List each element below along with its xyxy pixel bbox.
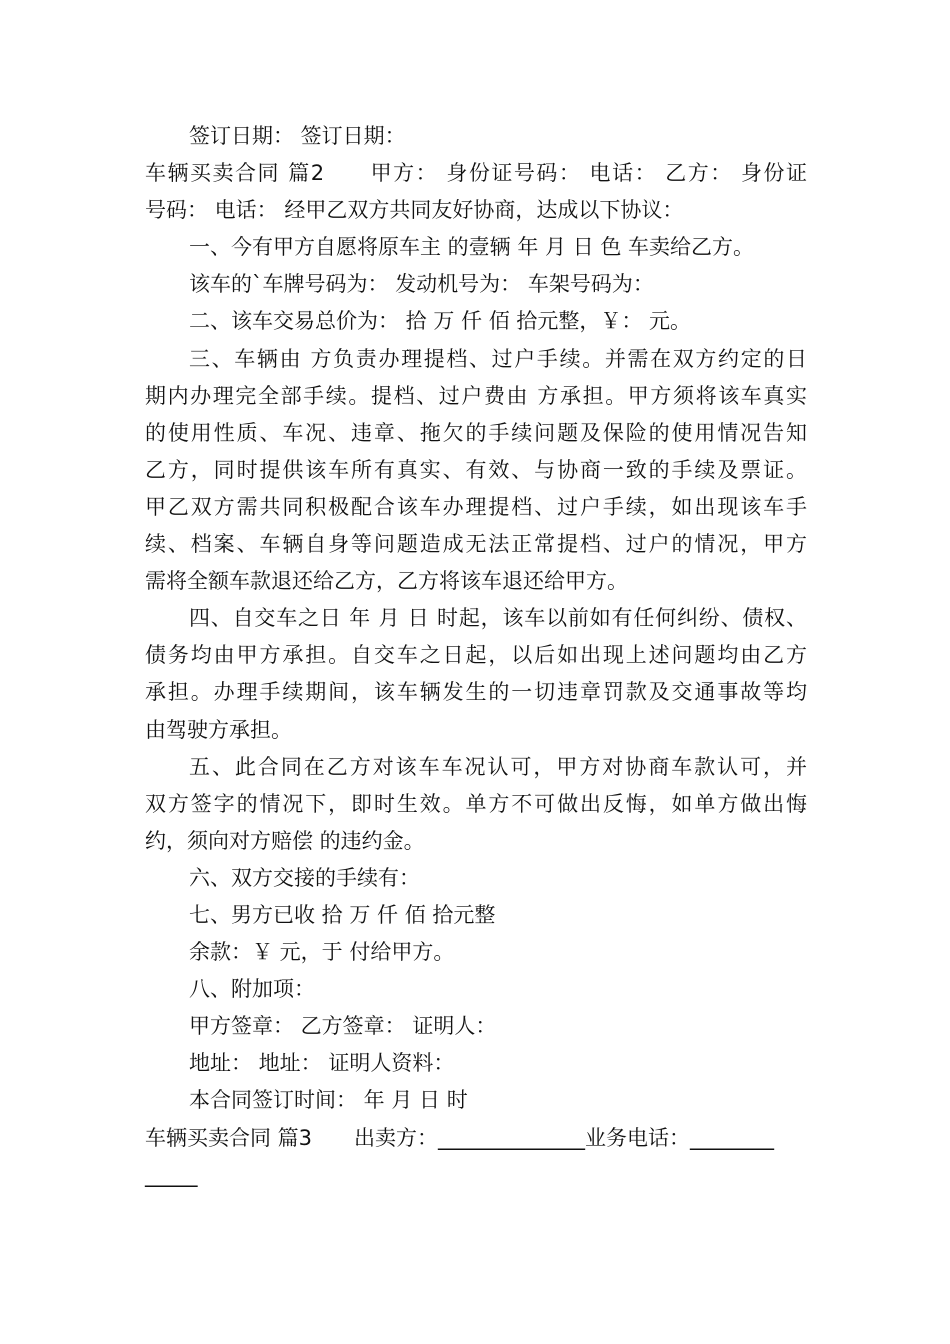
address-line: 地址： 地址： 证明人资料：	[189, 1051, 455, 1076]
signing-date-line: 签订日期： 签订日期：	[189, 124, 406, 148]
signing-time-line: 本合同签订时间： 年 月 日 时	[189, 1088, 468, 1113]
text-line: 该车的`车牌号码为： 发动机号为： 车架号码为：	[189, 272, 654, 297]
clause-5: 五、此合同在乙方对该车车况认可，甲方对协商车款认可，并	[189, 754, 807, 779]
text-line: 期内办理完全部手续。提档、过户费由 方承担。甲方须将该车真实	[145, 383, 807, 408]
clause-3: 三、车辆由 方负责办理提档、过户手续。并需在双方约定的日	[189, 346, 807, 371]
text-line: 债务均由甲方承担。自交车之日起，以后如出现上述问题均由乙方	[145, 643, 807, 668]
text-line: 双方签字的情况下，即时生效。单方不可做出反悔，如单方做出悔	[145, 791, 807, 816]
clause-6: 六、双方交接的手续有：	[189, 865, 420, 890]
text-line: 号码： 电话： 经甲乙双方共同友好协商，达成以下协议：	[145, 198, 684, 223]
text-line: 乙方，同时提供该车所有真实、有效、与协商一致的手续及票证。	[145, 457, 807, 482]
text-line: 续、档案、车辆自身等问题造成无法正常提档、过户的情况，甲方	[145, 532, 807, 557]
contract-document	[145, 118, 807, 1194]
text-line: 甲乙双方需共同积极配合该车办理提档、过户手续，如出现该车手	[145, 494, 807, 519]
contract-3-heading-line: 车辆买卖合同 篇3 出卖方：______________业务电话：________	[145, 1125, 775, 1150]
text-line: 承担。办理手续期间，该车辆发生的一切违章罚款及交通事故等均	[145, 680, 807, 705]
clause-2: 二、该车交易总价为： 拾 万 仟 佰 拾元整，￥： 元。	[189, 309, 692, 334]
clause-8: 八、附加项：	[189, 977, 315, 1002]
balance-line: 余款：￥ 元，于 付给甲方。	[189, 940, 455, 965]
signature-line: 甲方签章： 乙方签章： 证明人：	[189, 1014, 497, 1039]
text-line: 由驾驶方承担。	[145, 717, 292, 742]
clause-1: 一、今有甲方自愿将原车主 的壹辆 年 月 日 色 车卖给乙方。	[189, 235, 755, 260]
text-line: 约，须向对方赔偿 的违约金。	[145, 828, 425, 853]
text-line: 的使用性质、车况、违章、拖欠的手续问题及保险的使用情况告知	[145, 420, 807, 445]
blank-underline: _____	[145, 1162, 198, 1187]
clause-7: 七、男方已收 拾 万 仟 佰 拾元整	[189, 902, 496, 927]
clause-4: 四、自交车之日 年 月 日 时起，该车以前如有任何纠纷、债权、	[189, 606, 807, 631]
contract-2-heading-line: 车辆买卖合同 篇2 甲方： 身份证号码： 电话： 乙方： 身份证	[145, 161, 807, 186]
text-line: 需将全额车款退还给乙方，乙方将该车退还给甲方。	[145, 569, 628, 594]
